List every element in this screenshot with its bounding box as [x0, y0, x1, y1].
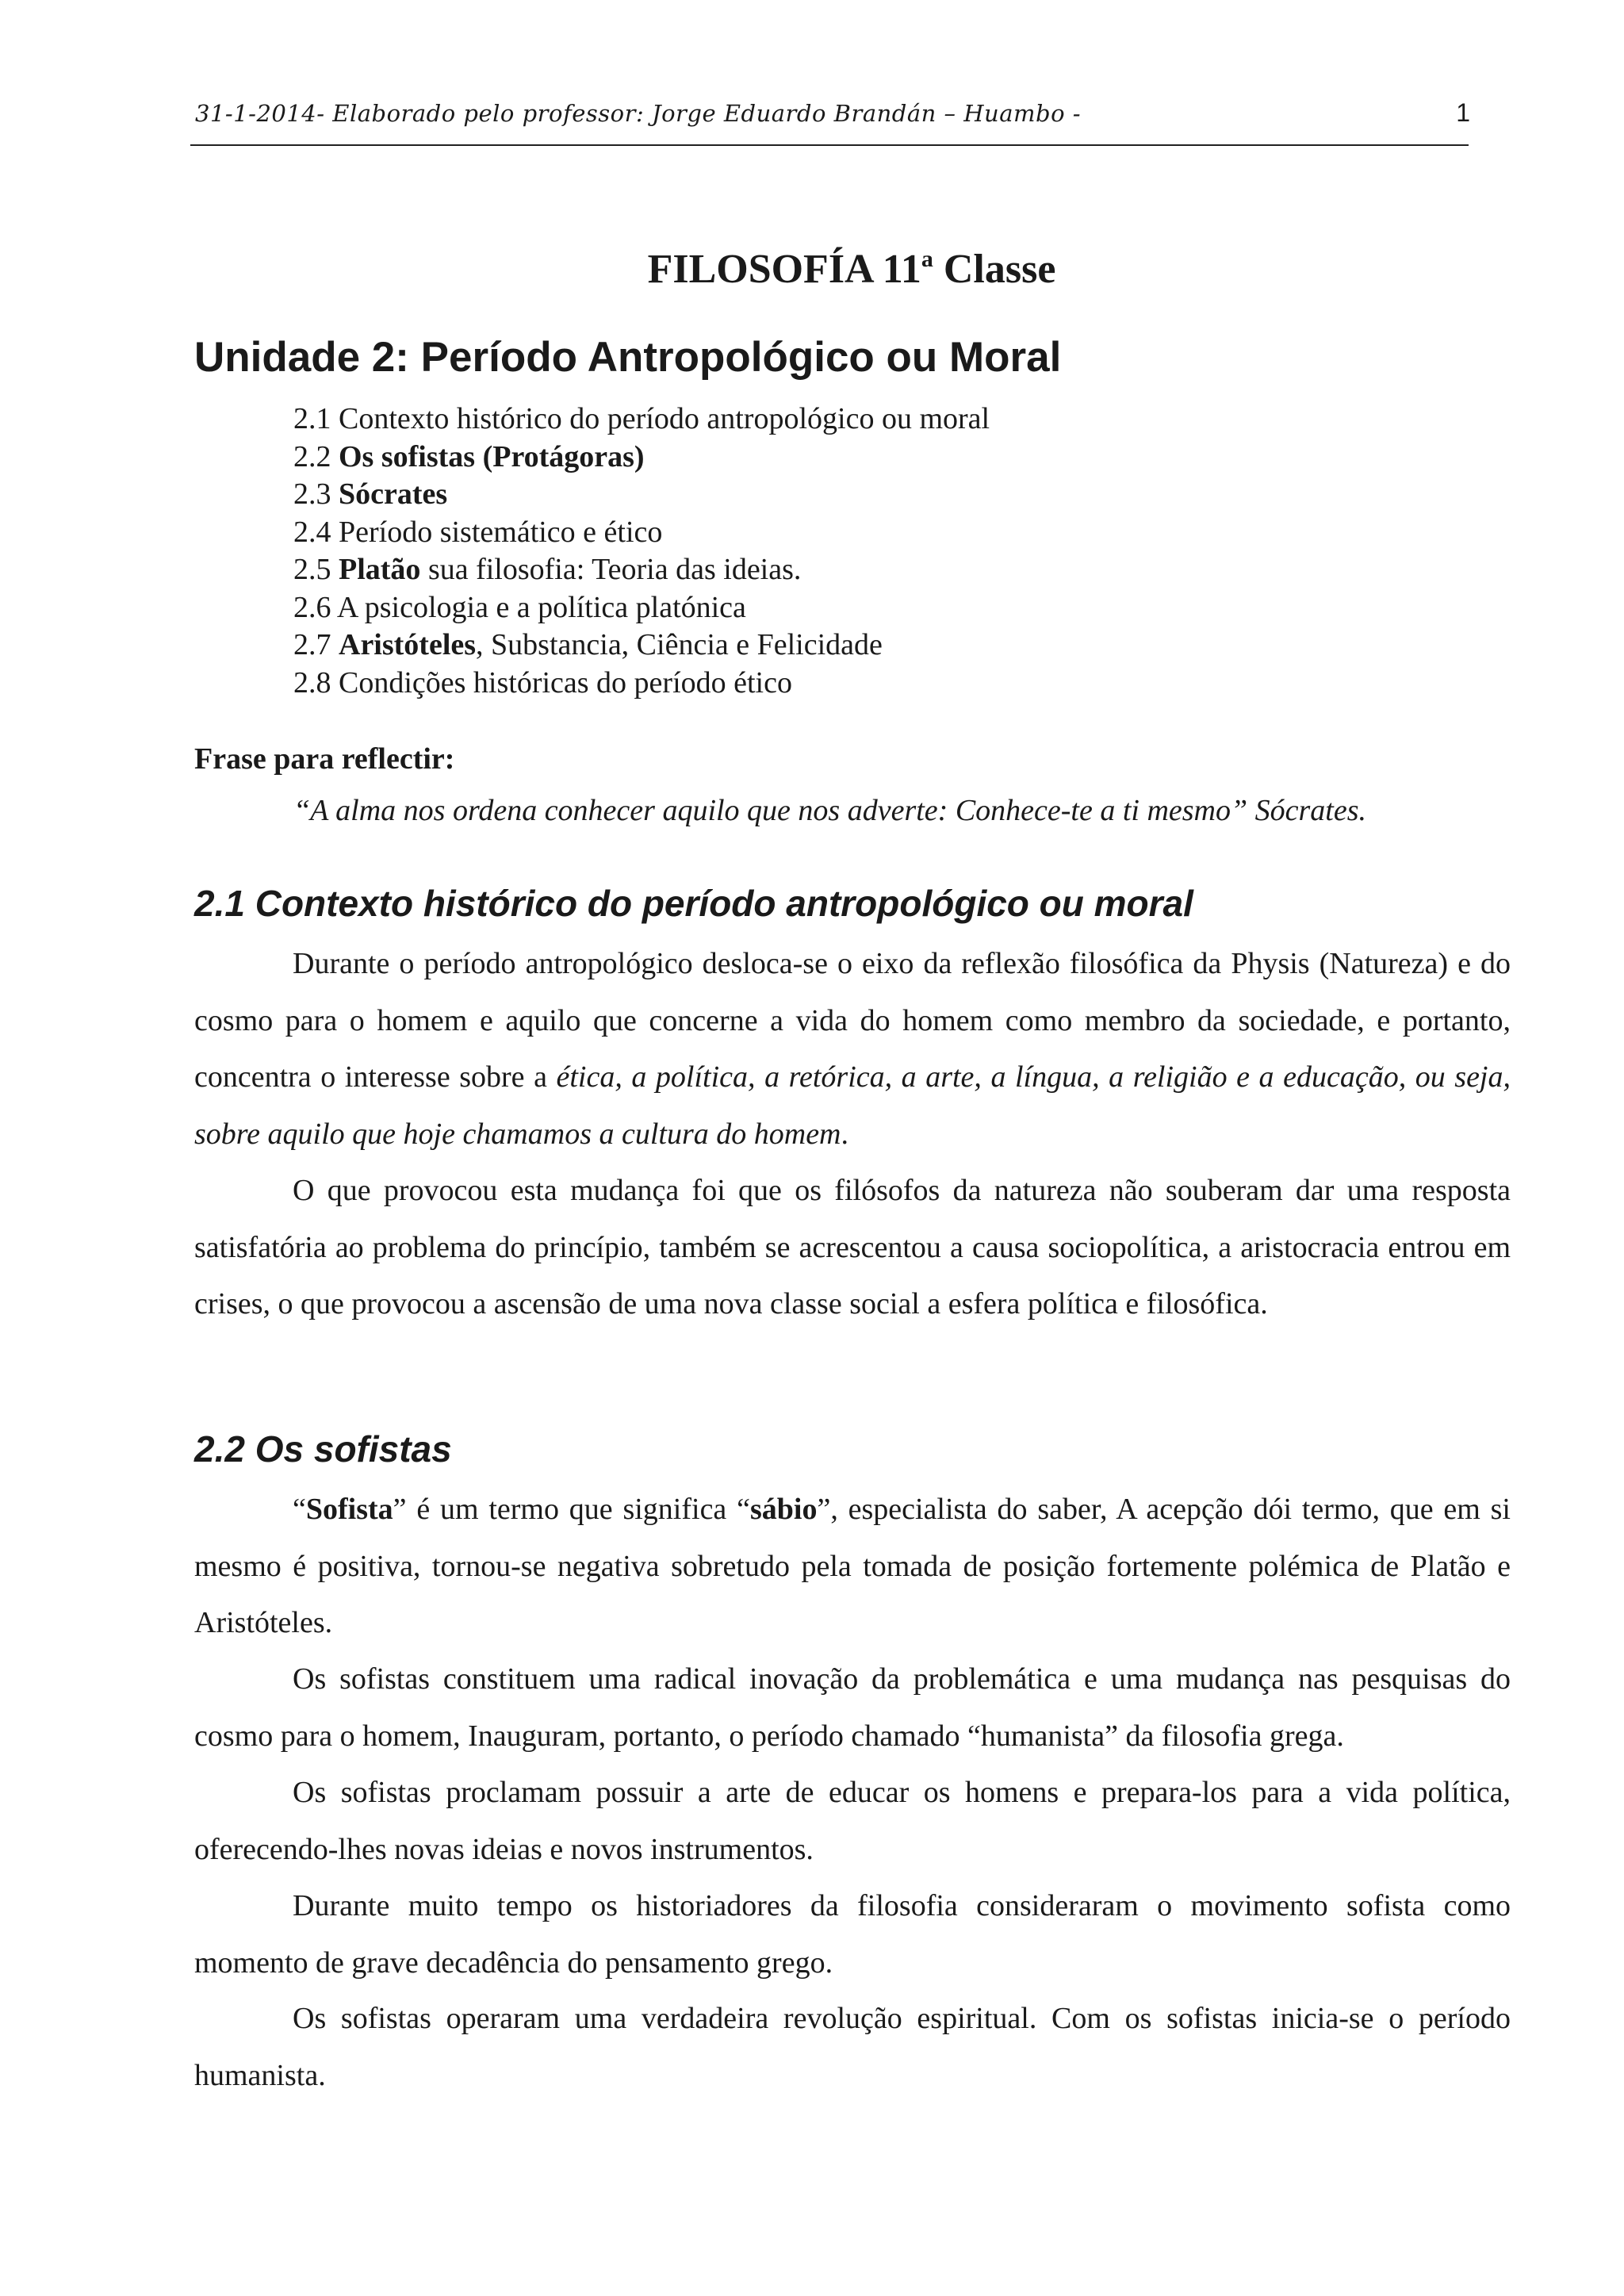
- paragraph: Os sofistas operaram uma verdadeira revolução espiritual. Com os sofistas inicia-se o período humanista.: [194, 2002, 1511, 2092]
- document-title: [0, 246, 1624, 293]
- toc-item: 2.4 Período sistemático e ético: [293, 515, 663, 549]
- toc-item: 2.5 Platão sua filosofia: Teoria das ideias.: [293, 553, 802, 586]
- toc-item: 2.1 Contexto histórico do período antropológico ou moral: [293, 402, 990, 435]
- paragraph: Durante muito tempo os historiadores da filosofia consideraram o movimento sofista como momento de grave decadência do pensamento grego.: [194, 1889, 1511, 1980]
- section-heading-2-2: 2.2 Os sofistas: [194, 1428, 452, 1470]
- paragraph: O que provocou esta mudança foi que os filósofos da natureza não souberam dar uma resposta satisfatória ao problema do princípio, também se acrescentou a causa sociopolítica, a aristocracia entrou em crises, o que provocou a ascensão de uma nova classe social a esfera política e filosófica.: [194, 1174, 1511, 1320]
- phrase-label: Frase para reflectir:: [194, 742, 455, 776]
- unit-title: Unidade 2: Período Antropológico ou Moral: [194, 334, 1062, 381]
- paragraph: “Sofista” é um termo que significa “sábio”, especialista do saber, A acepção dói termo, que em si mesmo é positiva, tornou-se negativa sobretudo pela tomada de posição fortemente polémica de Platão e Aristóteles.: [194, 1493, 1511, 1639]
- header-text: 31-1-2014- Elaborado pelo professor: Jorge Eduardo Brandán – Huambo -: [195, 100, 1082, 127]
- table-of-contents: [293, 401, 990, 702]
- toc-item: 2.3 Sócrates: [293, 477, 448, 511]
- toc-item: 2.2 Os sofistas (Protágoras): [293, 439, 645, 473]
- title-superscript: a: [921, 246, 933, 272]
- socrates-quote: “A alma nos ordena conhecer aquilo que nos adverte: Conhece-te a ti mesmo” Sócrates.: [293, 794, 1366, 827]
- page-number: 1: [1456, 98, 1470, 127]
- page-header: [190, 97, 1469, 146]
- paragraph: Os sofistas proclamam possuir a arte de educar os homens e prepara-los para a vida política, oferecendo-lhes novas ideias e novos instrumentos.: [194, 1776, 1511, 1866]
- toc-item: 2.8 Condições históricas do período ético: [293, 665, 792, 700]
- title-suffix: Classe: [933, 247, 1056, 292]
- title-main: FILOSOFÍA 11: [647, 247, 921, 292]
- paragraph: Os sofistas constituem uma radical inovação da problemática e uma mudança nas pesquisas do cosmo para o homem, Inauguram, portanto, o período chamado “humanista” da filosofia grega.: [194, 1662, 1511, 1753]
- section-heading-2-1: 2.1 Contexto histórico do período antropológico ou moral: [194, 883, 1193, 924]
- toc-item: 2.7 Aristóteles, Substancia, Ciência e Felicidade: [293, 628, 883, 661]
- paragraph: Durante o período antropológico desloca-se o eixo da reflexão filosófica da Physis (Natureza) e do cosmo para o homem e aquilo que concerne a vida do homem como membro da sociedade, e portanto, concentra o interesse sobre a ética, a política, a retórica, a arte, a língua, a religião e a educação, ou seja, sobre aquilo que hoje chamamos a cultura do homem.: [194, 947, 1511, 1151]
- toc-item: 2.6 A psicologia e a política platónica: [293, 590, 746, 624]
